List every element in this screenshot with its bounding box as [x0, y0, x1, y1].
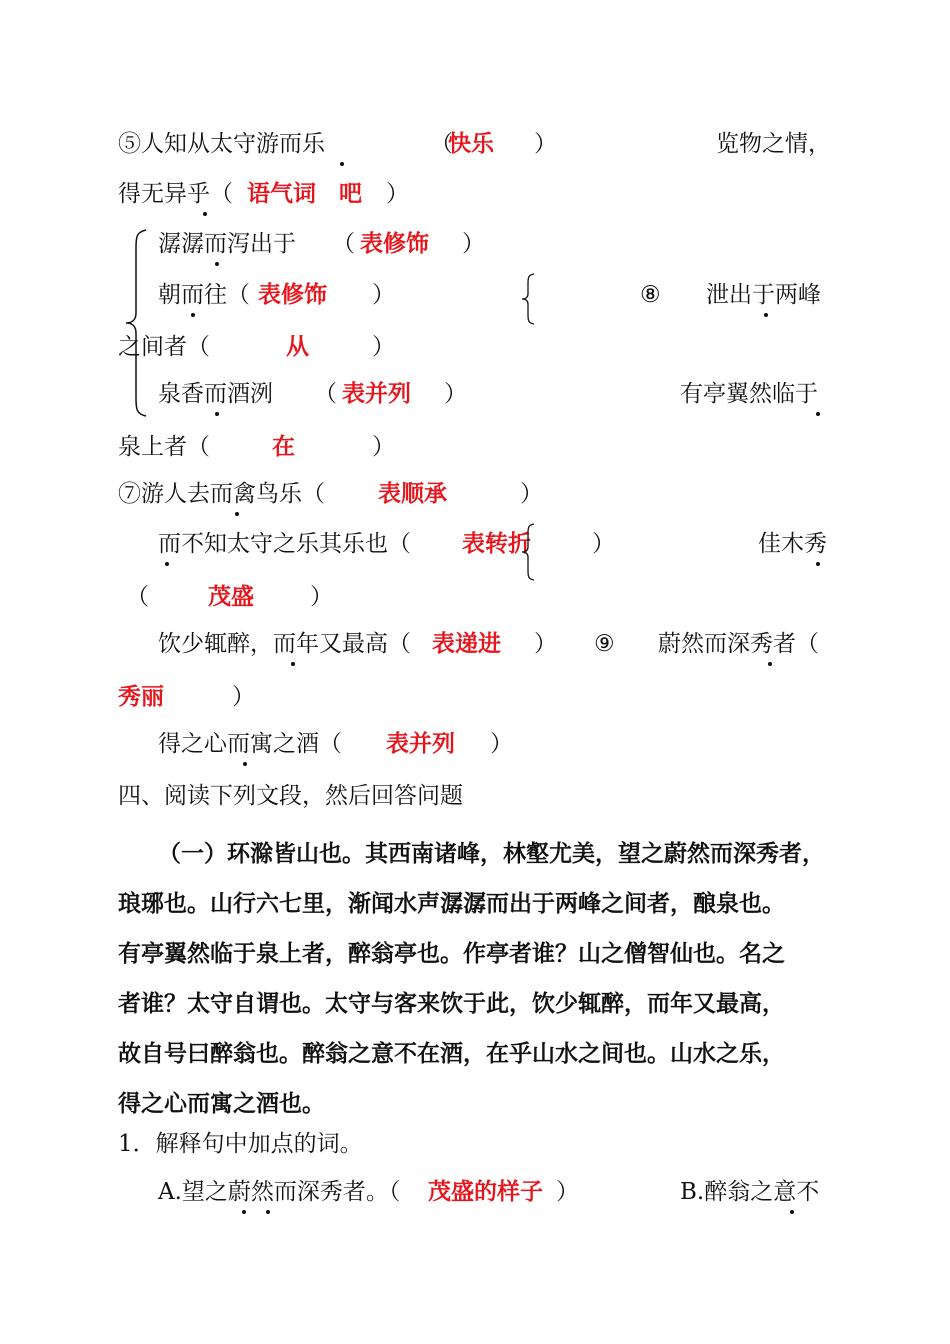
item-7-d-text: 得之心而寓之酒（: [158, 731, 342, 757]
emphasis-dot: [768, 662, 772, 666]
item-7-l2-open: （: [126, 584, 149, 610]
question-1-a-close: ）: [556, 1179, 579, 1205]
question-1-a-text: A.望之蔚然而深秀者。（: [158, 1179, 401, 1205]
item-5-tail: 览物之情，: [716, 131, 831, 157]
passage-line: 故自号曰醉翁也。醉翁之意不在酒，在乎山水之间也。山水之乐，: [118, 1041, 785, 1067]
emphasis-dot: [243, 762, 247, 766]
group-6-line2-answer: 从: [286, 334, 309, 360]
emphasis-dot: [215, 412, 219, 416]
emphasis-dot: [165, 562, 169, 566]
group-6-t3-text: 有亭翼然临于: [680, 381, 818, 407]
item-5-open-paren: （: [430, 131, 453, 157]
question-1-a-answer: 茂盛的样子: [428, 1179, 543, 1205]
item-5-label: ⑤人知从太守游而乐: [118, 131, 325, 157]
item-7-answer: 表顺承: [378, 481, 447, 507]
item-7-c-text: 饮少辄醉，而年又最高（: [158, 631, 411, 657]
emphasis-dot: [235, 512, 239, 516]
item-7-b-close: ）: [592, 531, 615, 557]
emphasis-dot: [215, 262, 219, 266]
group-6-c-open: （: [314, 381, 337, 407]
emphasis-dot: [764, 313, 768, 317]
group-6-line4-text: 泉上者（: [118, 434, 210, 460]
group-6-line2-close: ）: [372, 334, 395, 360]
passage: [118, 835, 838, 1115]
group-6-b-answer: 表修饰: [258, 282, 327, 308]
item-7-tail: 佳木秀: [758, 531, 827, 557]
group-6-c-text: 泉香而酒洌: [158, 381, 273, 407]
emphasis-dot: [191, 313, 195, 317]
group-6-a-text: 潺潺而泻出于: [158, 231, 296, 257]
item-5-line2: 得无异乎（: [118, 181, 233, 207]
group-6-c-close: ）: [444, 381, 467, 407]
item-9-text: 蔚然而深秀者（: [658, 631, 819, 657]
emphasis-dot: [790, 1210, 794, 1214]
group-6-line4-close: ）: [372, 434, 395, 460]
item-5-close-paren: ）: [534, 131, 557, 157]
group-6-b-text: 朝而往（: [158, 282, 250, 308]
item-7-c-close: ）: [534, 631, 557, 657]
passage-line: （一）环滁皆山也。其西南诸峰，林壑尤美，望之蔚然而深秀者，: [158, 841, 825, 867]
emphasis-dot: [266, 1210, 270, 1214]
item-7-d-close: ）: [490, 731, 513, 757]
item-7-answer2: 茂盛: [208, 584, 254, 610]
emphasis-dot: [242, 1210, 246, 1214]
group-6-line2-text: 之间者（: [118, 334, 210, 360]
passage-line: 者谁？太守自谓也。太守与客来饮于此，饮少辄醉，而年又最高，: [118, 991, 785, 1017]
item-7-d-answer: 表并列: [386, 731, 455, 757]
item-8-text: 泄出于两峰: [706, 282, 821, 308]
emphasis-dot: [816, 562, 820, 566]
item-9-label: ⑨: [594, 631, 615, 657]
emphasis-dot: [816, 412, 820, 416]
group-6-a-open: （: [332, 231, 355, 257]
item-7-l2-close: ）: [310, 584, 333, 610]
group-6-a-close: ）: [462, 231, 485, 257]
group-6-line4-answer: 在: [272, 434, 295, 460]
left-brace: [124, 228, 148, 418]
group-6-a-answer: 表修饰: [360, 231, 429, 257]
item-7-b-answer: 表转折: [462, 531, 531, 557]
passage-line: 琅琊也。山行六七里，渐闻水声潺潺而出于两峰之间者，酿泉也。: [118, 891, 785, 917]
question-1-b-text: B.醉翁之意不: [680, 1179, 820, 1205]
passage-line: 得之心而寓之酒也。: [118, 1091, 325, 1117]
emphasis-dot: [340, 162, 344, 166]
small-left-brace: [520, 522, 536, 582]
passage-line: 有亭翼然临于泉上者，醉翁亭也。作亭者谁？山之僧智仙也。名之: [118, 941, 785, 967]
emphasis-dot: [203, 212, 207, 216]
item-5-answer2: 语气词 吧: [247, 181, 362, 207]
emphasis-dot: [291, 662, 295, 666]
item-9-answer: 秀丽: [118, 684, 164, 710]
group-6-c-answer: 表并列: [342, 381, 411, 407]
item-7-close: ）: [520, 481, 543, 507]
item-9-close: ）: [232, 684, 255, 710]
section-4-heading: 四、阅读下列文段，然后回答问题: [118, 783, 463, 809]
item-5-close2: ）: [386, 181, 409, 207]
small-left-brace: [520, 272, 536, 326]
group-6-b-close: ）: [372, 282, 395, 308]
item-7-c-answer: 表递进: [432, 631, 501, 657]
item-5-answer: 快乐: [448, 131, 494, 157]
item-7-label: ⑦游人去而禽鸟乐（: [118, 481, 325, 507]
item-8-label: ⑧: [640, 282, 661, 308]
question-1-prompt: 1．解释句中加点的词。: [118, 1131, 363, 1157]
item-7-b-text: 而不知太守之乐其乐也（: [158, 531, 411, 557]
